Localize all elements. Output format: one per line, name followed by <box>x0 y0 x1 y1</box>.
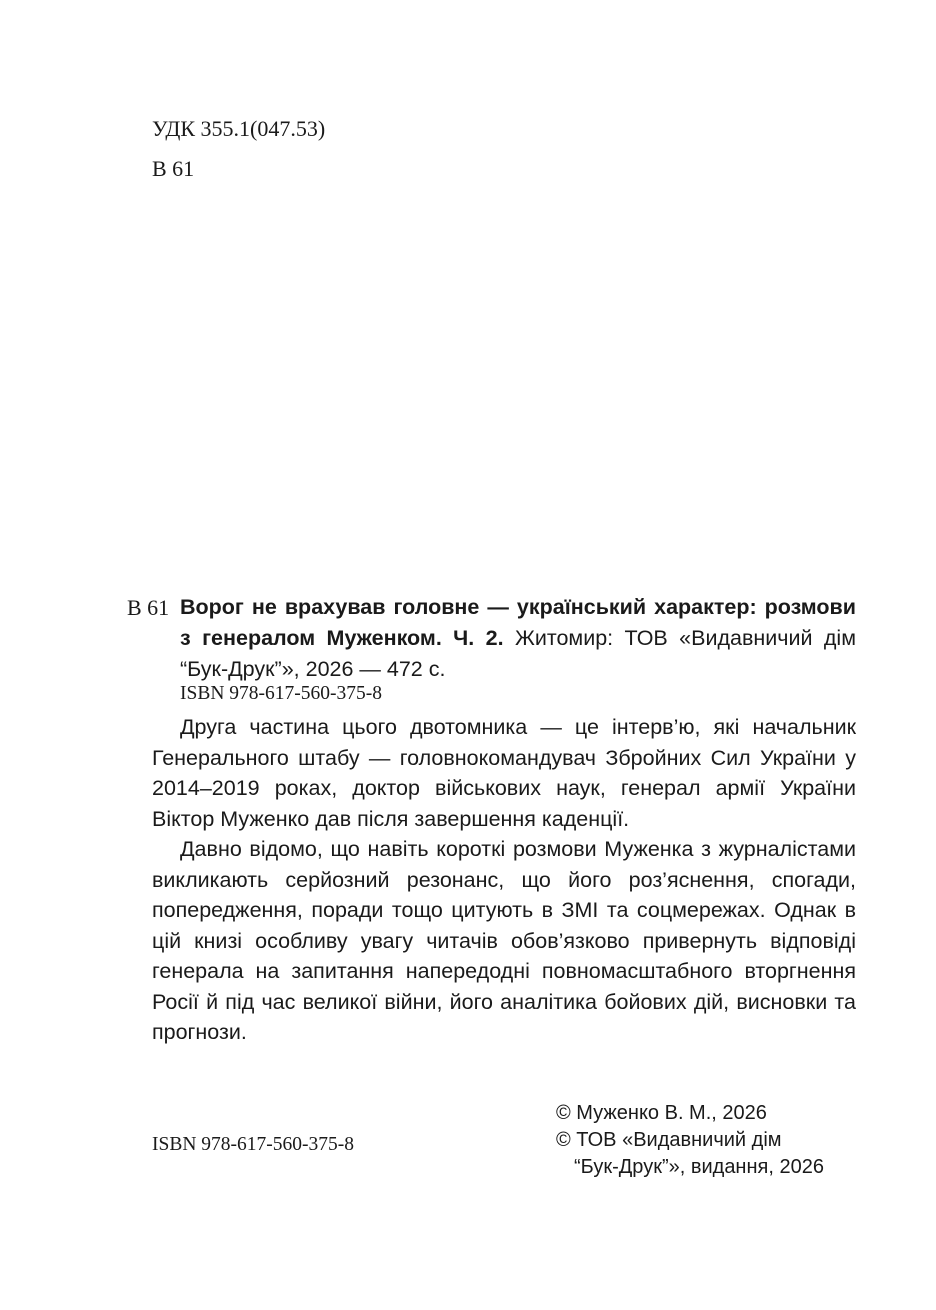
copyright-publisher: © ТОВ «Видавничий дім <box>556 1129 782 1151</box>
author-sign-code: В 61 <box>152 156 195 181</box>
annotation-paragraph-2: Давно відомо, що навіть короткі розмови Муженка з журналістами викликають серйозний резонанс, що його роз’яснення, спогади, попередження, поради тощо цитують в ЗМІ та соцмережах. Однак в цій книзі особливу увагу читачів обов’язково привернуть відповіді генерала на запитання напередодні повномасштабного вторгнення Росії й під час великої війни, його аналітика бойових дій, висновки та прогнози. <box>152 837 856 1044</box>
annotation <box>152 712 856 1048</box>
bibliographic-code: В 61 <box>127 595 170 620</box>
isbn-entry: ISBN 978-617-560-375-8 <box>180 683 383 704</box>
book-imprint: Житомир: ТОВ «Видавничий дім “Бук-Друк”», 2026 — 472 с. <box>180 626 856 681</box>
copyright-author: © Муженко В. М., 2026 <box>556 1102 767 1124</box>
book-title: Ворог не врахував головне — український характер: розмови з генералом Муженком. Ч. 2. <box>180 595 856 650</box>
copyright-block <box>556 1100 886 1181</box>
bibliographic-entry <box>180 592 856 685</box>
annotation-paragraph-1: Друга частина цього двотомника — це інтерв’ю, які начальник Генерального штабу — головнокомандувач Збройних Сил України у 2014–2019 роках, доктор військових наук, генерал армії України Віктор Муженко дав після завершення каденції. <box>152 715 856 831</box>
udk-classification: УДК 355.1(047.53) <box>152 116 326 141</box>
copyright-publisher-cont: “Бук-Друк”», видання, 2026 <box>574 1156 824 1178</box>
isbn-footer: ISBN 978-617-560-375-8 <box>152 1134 355 1155</box>
